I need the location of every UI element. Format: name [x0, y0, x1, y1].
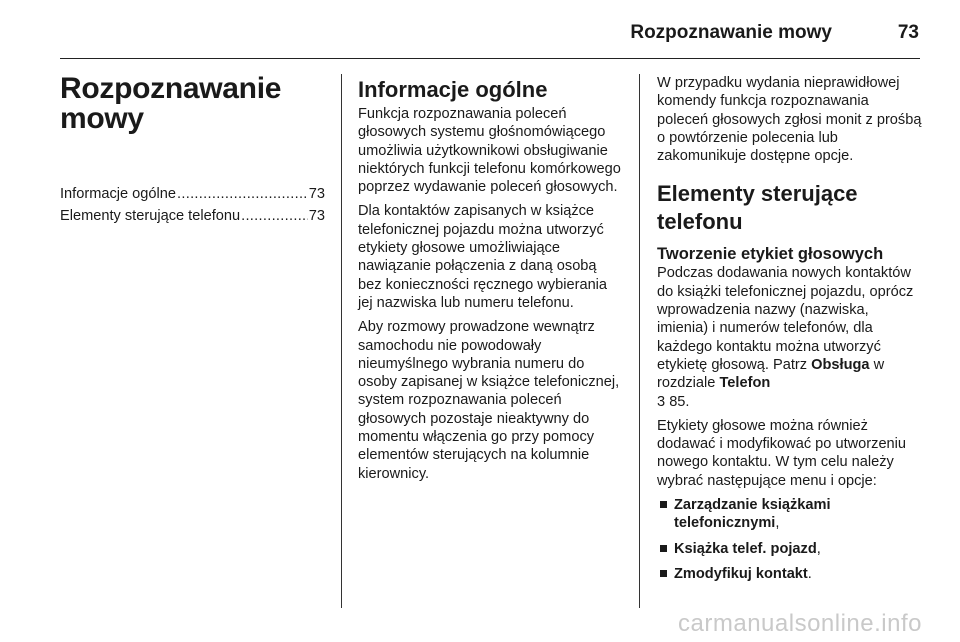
toc-entry[interactable] — [60, 207, 325, 225]
menu-option: Zarządzanie książkami telefonicznymi — [674, 497, 831, 532]
list-item — [657, 540, 923, 558]
punctuation: . — [807, 565, 812, 582]
menu-option: Książka telef. pojazd — [674, 540, 817, 557]
section-heading-general: Informacje ogólne — [358, 77, 548, 102]
paragraph: W przypadku wydania nieprawidłowej komendy funkcja rozpoznawania poleceń głosowych zgłosi monit z prośbą o powtórzenie polecenia lub zakomunikuje dostępne opcje. — [657, 75, 922, 165]
general-info-column — [358, 74, 623, 489]
running-title: Rozpoznawanie mowy — [630, 22, 832, 43]
reference-operation[interactable]: Obsługa — [811, 356, 870, 373]
watermark: carmanualsonline.info — [678, 610, 922, 637]
column-divider-1 — [341, 74, 342, 608]
reference-phone[interactable]: Telefon — [719, 375, 771, 392]
paragraph-text: Podczas dodawania nowych kontaktów do książki telefonicznej pojazdu, oprócz wprowadzenia nazwy (nazwiska, imienia) i numerów telefonów, dla każdego kontaktu można utworzyć etykietę głosową. Patrz — [657, 265, 914, 373]
paragraph: Dla kontaktów zapisanych w książce telefonicznej pojazdu można utworzyć etykiety głosowe umożliwiające nawiązanie połączenia z daną osobą bez konieczności ręcznego wybierania jej nazwiska lub numeru telefonu. — [358, 203, 608, 311]
page-reference[interactable]: 85. — [669, 393, 690, 410]
paragraph: Aby rozmowy prowadzone wewnątrz samochodu nie powodowały nieumyślnego wybrania numeru do osoby zapisanej w książce telefonicznej, system rozpoznawania poleceń głosowych pozostaje nieaktywny do momentu włączenia go przy pomocy elementów sterujących na kolumnie kierownicy. — [358, 319, 620, 482]
paragraph-voice-tags — [657, 264, 923, 410]
toc-leader — [177, 185, 308, 203]
toc-label: Informacje ogólne — [60, 186, 177, 202]
toc-page: 73 — [308, 186, 325, 202]
menu-options-list — [657, 496, 923, 583]
toc-label: Elementy sterujące telefonu — [60, 208, 241, 225]
chapter-title: Rozpoznawanie mowy — [60, 72, 282, 135]
table-of-contents — [60, 185, 325, 226]
column-divider-2 — [639, 74, 640, 608]
toc-entry[interactable] — [60, 185, 325, 203]
paragraph: Etykiety głosowe można również dodawać i modyfikować po utworzeniu nowego kontaktu. W tym celu należy wybrać następujące menu i opcje: — [657, 417, 907, 489]
controls-column — [657, 74, 923, 590]
punctuation: , — [816, 540, 821, 557]
section-heading-controls: Elementy sterujące telefonu — [657, 181, 858, 235]
chapter-column — [60, 74, 325, 230]
subsection-heading: Tworzenie etykiet głosowych — [657, 245, 884, 264]
toc-leader — [241, 207, 308, 225]
list-item — [657, 496, 923, 533]
toc-page: 73 — [308, 208, 325, 225]
page-header — [60, 0, 920, 59]
page-number: 73 — [897, 22, 919, 43]
list-item — [657, 565, 923, 583]
paragraph: Funkcja rozpoznawania poleceń głosowych systemu głośnomówiącego umożliwia użytkownikowi obsługiwanie niektórych funkcji telefonu komórkowego poprzez wydawanie poleceń głosowych. — [358, 106, 621, 196]
paragraph-text: w rozdziale — [657, 356, 885, 392]
punctuation: , — [775, 515, 780, 532]
menu-option: Zmodyfikuj kontakt — [674, 565, 808, 582]
page-reference-arrow-icon: 3 — [657, 393, 666, 410]
